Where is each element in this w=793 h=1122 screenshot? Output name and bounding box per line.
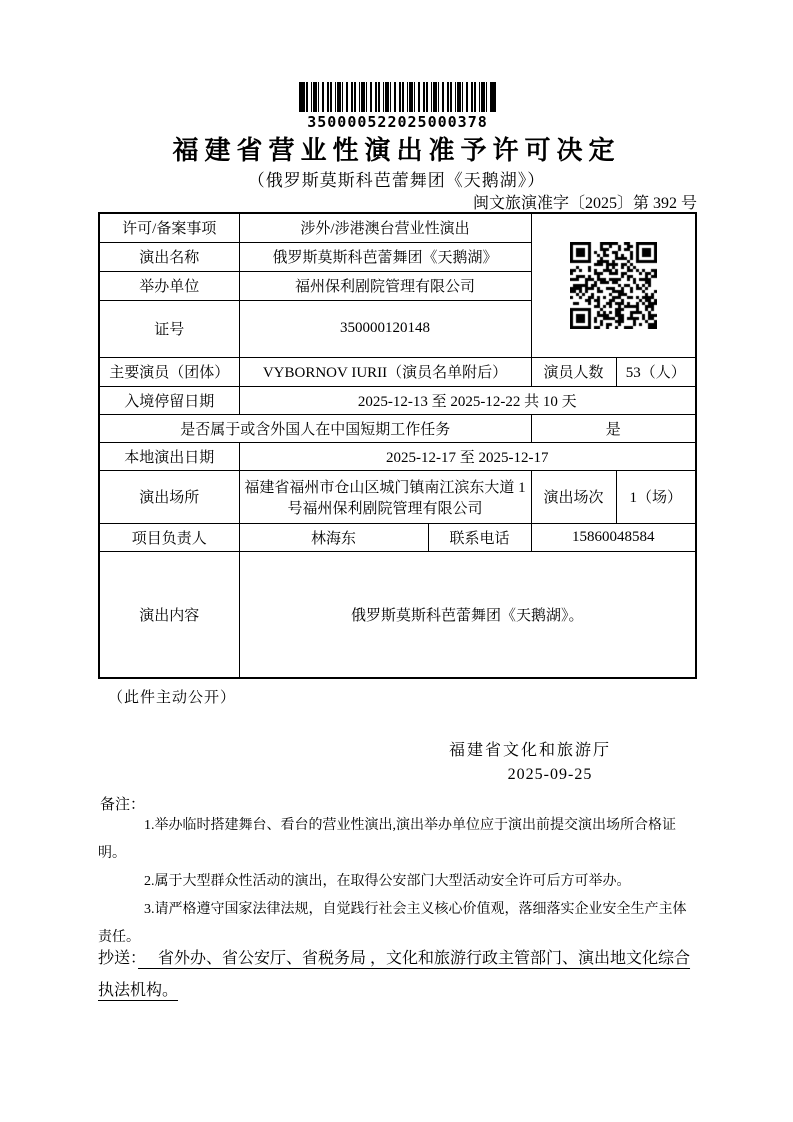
performer-count-value: 53（人） — [616, 357, 696, 386]
entry-stay-label: 入境停留日期 — [99, 386, 239, 414]
barcode-bars-icon — [299, 82, 496, 112]
session-label: 演出场次 — [531, 470, 616, 523]
qr-code-icon — [570, 242, 657, 329]
cc-label: 抄送： — [98, 950, 139, 967]
short-term-work-label: 是否属于或含外国人在中国短期工作任务 — [99, 414, 531, 442]
table-row — [99, 357, 696, 386]
cert-no-label: 证号 — [99, 300, 239, 357]
short-term-work-value: 是 — [531, 414, 696, 442]
organizer-value: 福州保利剧院管理有限公司 — [239, 271, 531, 300]
issue-date: 2025-09-25 — [507, 766, 593, 783]
note-item-2: 2.属于大型群众性活动的演出，在取得公安部门大型活动安全许可后方可举办。 — [144, 874, 631, 889]
table-row — [99, 386, 696, 414]
main-performer-label: 主要演员（团体） — [99, 357, 239, 386]
license-item-value: 涉外/涉港澳台营业性演出 — [239, 213, 531, 242]
manager-value: 林海东 — [239, 523, 428, 551]
barcode-number: 350000522025000378 — [307, 113, 488, 131]
manager-label: 项目负责人 — [99, 523, 239, 551]
organizer-label: 举办单位 — [99, 271, 239, 300]
page-title: 福建省营业性演出准予许可决定 — [172, 135, 621, 165]
performer-count-label: 演员人数 — [531, 357, 616, 386]
public-disclosure-note: （此件主动公开） — [108, 690, 237, 706]
session-value: 1（场） — [616, 470, 696, 523]
table-row — [99, 213, 696, 242]
table-row — [99, 470, 696, 523]
venue-value: 福建省福州市仓山区城门镇南江滨东大道 1 号福州保利剧院管理有限公司 — [239, 470, 531, 523]
table-row — [99, 551, 696, 678]
table-row — [99, 414, 696, 442]
page-subtitle: （俄罗斯莫斯科芭蕾舞团《天鹅湖》） — [247, 171, 546, 190]
content-label: 演出内容 — [99, 551, 239, 678]
table-row — [99, 442, 696, 470]
cc-line — [98, 943, 697, 1007]
phone-value: 15860048584 — [531, 523, 696, 551]
performance-name-value: 俄罗斯莫斯科芭蕾舞团《天鹅湖》 — [239, 242, 531, 271]
qr-cell — [531, 213, 696, 357]
license-item-label: 许可/备案事项 — [99, 213, 239, 242]
content-value: 俄罗斯莫斯科芭蕾舞团《天鹅湖》。 — [239, 551, 696, 678]
notes-list — [98, 812, 697, 952]
local-date-value: 2025-12-17 至 2025-12-17 — [239, 442, 696, 470]
note-item-1: 1.举办临时搭建舞台、看台的营业性演出,演出举办单位应于演出前提交演出场所合格证明。 — [98, 818, 676, 861]
cert-no-value: 350000120148 — [239, 300, 531, 357]
phone-label: 联系电话 — [428, 523, 531, 551]
permit-table — [98, 212, 697, 679]
issuer-name: 福建省文化和旅游厅 — [448, 742, 611, 759]
notes-label: 备注： — [100, 797, 146, 813]
document-number: 闽文旅演准字〔2025〕第 392 号 — [472, 195, 697, 212]
entry-stay-value: 2025-12-13 至 2025-12-22 共 10 天 — [239, 386, 696, 414]
note-item-3: 3.请严格遵守国家法律法规，自觉践行社会主义核心价值观，落细落实企业安全生产主体责任。 — [98, 902, 687, 945]
venue-label: 演出场所 — [99, 470, 239, 523]
local-date-label: 本地演出日期 — [99, 442, 239, 470]
cc-recipients: 省外办、省公安厅、省税务局 ，文化和旅游行政主管部门、演出地文化综合执法机构。 — [98, 950, 691, 999]
barcode — [299, 82, 496, 131]
table-row — [99, 523, 696, 551]
main-performer-value: VYBORNOV IURII（演员名单附后） — [239, 357, 531, 386]
performance-name-label: 演出名称 — [99, 242, 239, 271]
